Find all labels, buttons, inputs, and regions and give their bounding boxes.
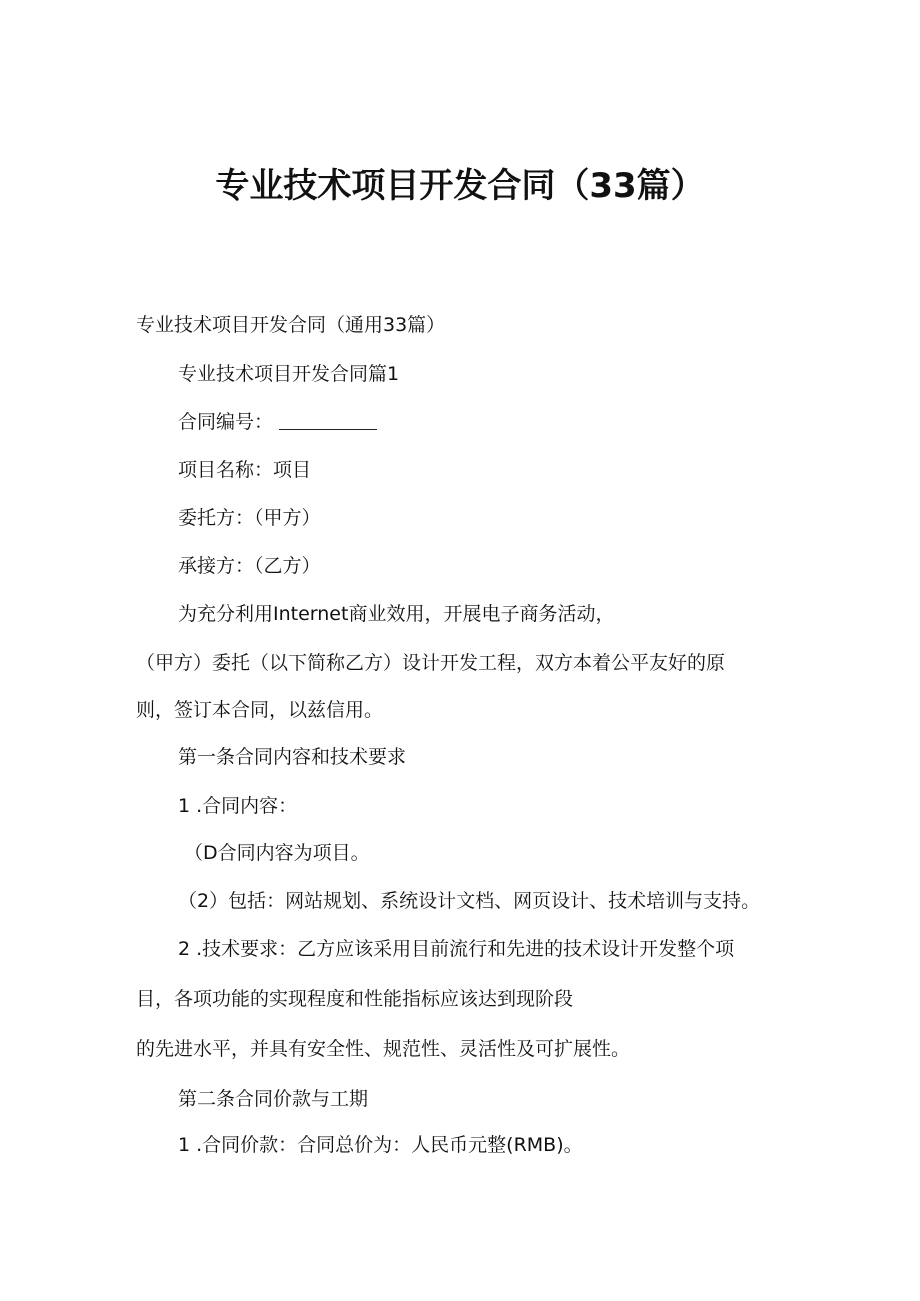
article-1-item-2-line-2: 目，各项功能的实现程度和性能指标应该达到现阶段 bbox=[136, 988, 574, 1010]
article-1-item-2-line-1: 2 .技术要求：乙方应该采用目前流行和先进的技术设计开发整个项 bbox=[178, 938, 735, 960]
contract-number-blank bbox=[279, 415, 377, 430]
contractor-field: 承接方：（乙方） bbox=[178, 555, 321, 577]
preamble-line-3: 则，签订本合同，以兹信用。 bbox=[136, 699, 384, 721]
article-1-sub-1: （D合同内容为项目。 bbox=[184, 842, 370, 864]
project-name-field: 项目名称：项目 bbox=[178, 459, 312, 481]
section-heading: 专业技术项目开发合同篇1 bbox=[178, 363, 400, 385]
contract-number-field bbox=[178, 410, 377, 434]
article-1-item-1: 1 .合同内容： bbox=[178, 795, 298, 817]
contract-number-label: 合同编号： bbox=[178, 411, 274, 433]
preamble-line-1: 为充分利用Internet商业效用，开展电子商务活动， bbox=[178, 603, 615, 625]
article-1-item-2-line-3: 的先进水平，并具有安全性、规范性、灵活性及可扩展性。 bbox=[136, 1038, 631, 1060]
article-2-heading: 第二条合同价款与工期 bbox=[178, 1088, 369, 1110]
article-2-item-1: 1 .合同价款：合同总价为：人民币元整(RMB)。 bbox=[178, 1134, 583, 1156]
document-subtitle: 专业技术项目开发合同（通用33篇） bbox=[136, 314, 446, 336]
article-1-heading: 第一条合同内容和技术要求 bbox=[178, 746, 407, 768]
document-title: 专业技术项目开发合同（33篇） bbox=[215, 166, 705, 206]
article-1-sub-2: （2）包括：网站规划、系统设计文档、网页设计、技术培训与支持。 bbox=[178, 890, 761, 912]
preamble-line-2: （甲方）委托（以下简称乙方）设计开发工程，双方本着公平友好的原 bbox=[136, 652, 726, 674]
client-field: 委托方：（甲方） bbox=[178, 507, 321, 529]
